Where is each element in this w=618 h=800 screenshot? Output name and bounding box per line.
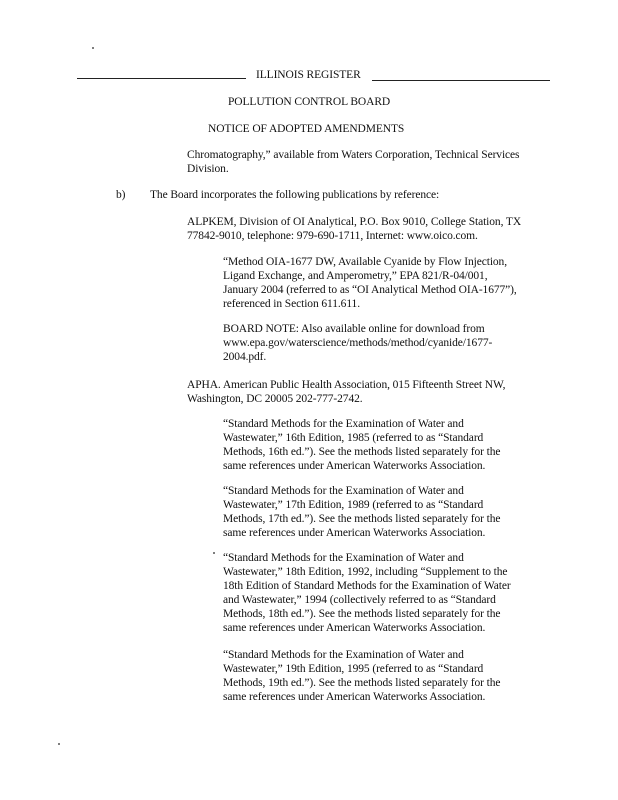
notice-title: NOTICE OF ADOPTED AMENDMENTS bbox=[208, 123, 405, 135]
apha-ref-16-line: “Standard Methods for the Examination of Water and bbox=[223, 418, 464, 430]
apha-line: APHA. American Public Health Association, 015 Fifteenth Street NW, bbox=[187, 379, 506, 391]
register-title: ILLINOIS REGISTER bbox=[256, 69, 361, 81]
alpkem-method-line: January 2004 (referred to as “OI Analytical Method OIA-1677”), bbox=[223, 284, 517, 296]
apha-ref-18-line: and Wastewater,” 1994 (collectively referred to as “Standard bbox=[223, 594, 496, 606]
apha-ref-18-line: Wastewater,” 18th Edition, 1992, including “Supplement to the bbox=[223, 566, 508, 578]
scan-speck bbox=[58, 743, 60, 745]
apha-ref-18-line: Methods, 18th ed.”). See the methods listed separately for the bbox=[223, 608, 501, 620]
apha-ref-18-line: same references under American Waterworks Association. bbox=[223, 622, 486, 634]
continuation-line: Division. bbox=[187, 163, 229, 175]
header-rule-left bbox=[77, 78, 246, 79]
apha-ref-19-line: Methods, 19th ed.”). See the methods listed separately for the bbox=[223, 677, 501, 689]
board-note-line: www.epa.gov/waterscience/methods/method/cyanide/1677- bbox=[223, 337, 493, 349]
apha-ref-17-line: Wastewater,” 17th Edition, 1989 (referred to as “Standard bbox=[223, 499, 484, 511]
apha-ref-17-line: “Standard Methods for the Examination of Water and bbox=[223, 485, 464, 497]
item-b-label: b) bbox=[116, 189, 126, 201]
header-rule-right bbox=[372, 80, 550, 81]
item-b-text: The Board incorporates the following publications by reference: bbox=[150, 189, 440, 201]
board-note-line: 2004.pdf. bbox=[223, 351, 267, 363]
alpkem-method-line: “Method OIA-1677 DW, Available Cyanide by Flow Injection, bbox=[223, 256, 507, 268]
board-note-line: BOARD NOTE: Also available online for download from bbox=[223, 323, 485, 335]
apha-ref-19-line: same references under American Waterworks Association. bbox=[223, 691, 486, 703]
apha-ref-18-line: 18th Edition of Standard Methods for the Examination of Water bbox=[223, 580, 511, 592]
apha-ref-19-line: Wastewater,” 19th Edition, 1995 (referred to as “Standard bbox=[223, 663, 484, 675]
alpkem-line: ALPKEM, Division of OI Analytical, P.O. Box 9010, College Station, TX bbox=[187, 216, 522, 228]
apha-ref-18-line: “Standard Methods for the Examination of Water and bbox=[223, 552, 464, 564]
scan-speck bbox=[92, 47, 94, 49]
alpkem-method-line: Ligand Exchange, and Amperometry,” EPA 821/R-04/001, bbox=[223, 270, 488, 282]
board-title: POLLUTION CONTROL BOARD bbox=[228, 96, 391, 108]
apha-ref-16-line: Methods, 16th ed.”). See the methods listed separately for the bbox=[223, 446, 501, 458]
alpkem-line: 77842-9010, telephone: 979-690-1711, Internet: www.oico.com. bbox=[187, 230, 478, 242]
apha-ref-16-line: Wastewater,” 16th Edition, 1985 (referred to as “Standard bbox=[223, 432, 484, 444]
apha-ref-19-line: “Standard Methods for the Examination of Water and bbox=[223, 649, 464, 661]
apha-ref-16-line: same references under American Waterworks Association. bbox=[223, 460, 486, 472]
apha-ref-17-line: same references under American Waterworks Association. bbox=[223, 527, 486, 539]
apha-line: Washington, DC 20005 202-777-2742. bbox=[187, 393, 363, 405]
scan-speck bbox=[213, 552, 215, 554]
apha-ref-17-line: Methods, 17th ed.”). See the methods listed separately for the bbox=[223, 513, 501, 525]
continuation-line: Chromatography,” available from Waters Corporation, Technical Services bbox=[187, 149, 520, 161]
alpkem-method-line: referenced in Section 611.611. bbox=[223, 298, 360, 310]
